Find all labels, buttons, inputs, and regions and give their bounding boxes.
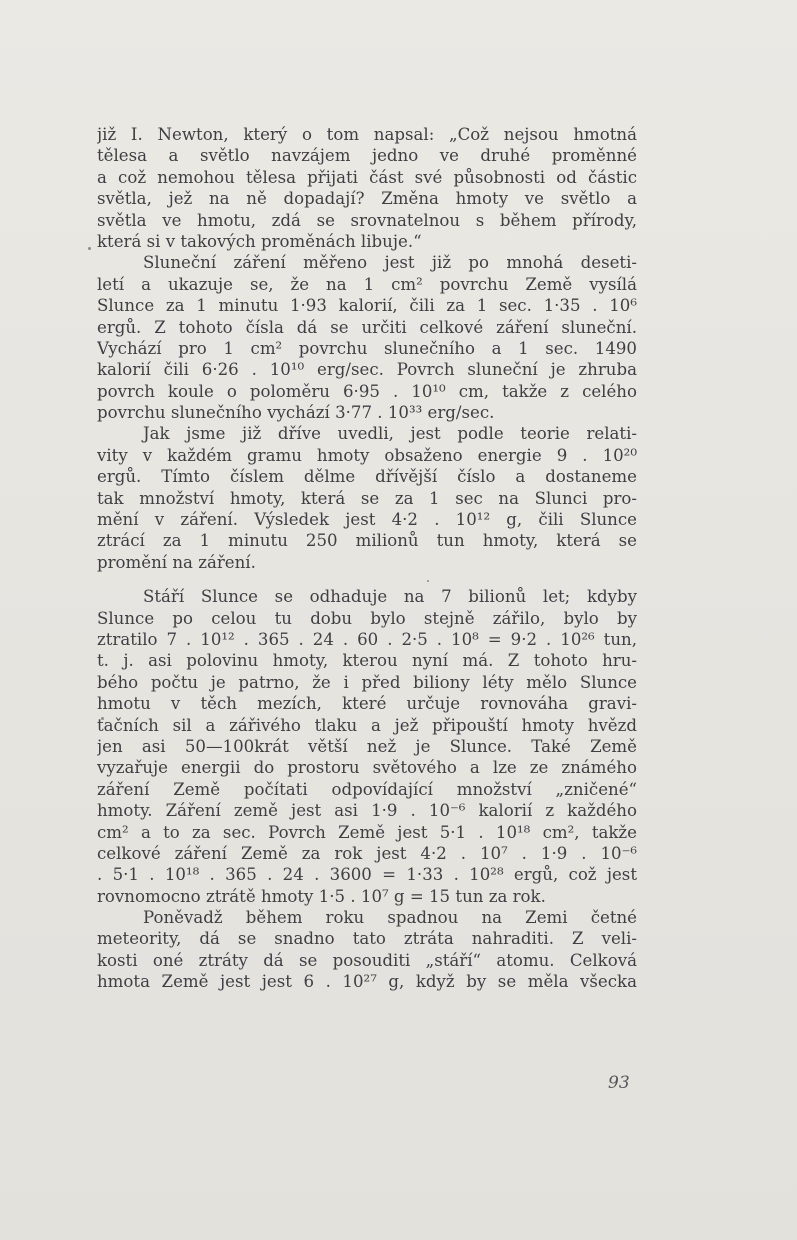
text-line: . 5·1 . 10¹⁸ . 365 . 24 . 3600 = 1·33 . 10²⁸ ergů, což jest xyxy=(97,865,637,885)
text-line: Stáří Slunce se odhaduje na 7 bilionů let; kdyby xyxy=(143,587,637,607)
text-line: vity v každém gramu hmoty obsaženo energie 9 . 10²⁰ xyxy=(97,445,637,465)
text-line: záření Země počítati odpovídající množství „zničené“ xyxy=(97,779,637,799)
text-line: a což nemohou tělesa přijati část své působnosti od částic xyxy=(97,167,637,187)
text-line: Vychází pro 1 cm² povrchu slunečního a 1 sec. 1490 xyxy=(97,338,637,358)
text-line: ergů. Tímto číslem dělme dřívější číslo a dostaneme xyxy=(97,467,637,487)
text-line: promění na záření. xyxy=(97,552,256,572)
text-line: hmoty. Záření země jest asi 1·9 . 10⁻⁶ kalorií z každého xyxy=(97,801,637,821)
page-number: 93 xyxy=(608,1073,630,1093)
text-line: jen asi 50—100krát větší než je Slunce. Také Země xyxy=(97,736,637,756)
text-line: hmotu v těch mezích, které určuje rovnováha gravi- xyxy=(97,694,637,714)
text-line: již I. Newton, který o tom napsal: „Což nejsou hmotná xyxy=(97,125,637,144)
text-line: Slunce po celou tu dobu bylo stejně zářilo, bylo by xyxy=(97,608,637,628)
text-line: hmota Země jest jest 6 . 10²⁷ g, když by se měla všecka xyxy=(97,972,637,992)
text-line: kalorií čili 6·26 . 10¹⁰ erg/sec. Povrch sluneční je zhruba xyxy=(97,360,637,380)
text-line: tak množství hmoty, která se za 1 sec na Slunci pro- xyxy=(97,488,637,508)
text-line: Sluneční záření měřeno jest již po mnohá deseti- xyxy=(143,253,637,273)
text-line: t. j. asi polovinu hmoty, kterou nyní má. Z tohoto hru- xyxy=(97,651,637,671)
text-line: bého počtu je patrno, že i před biliony léty mělo Slunce xyxy=(97,672,637,692)
text-line: povrch koule o poloměru 6·95 . 10¹⁰ cm, takže z celého xyxy=(97,381,637,401)
text-line: povrchu slunečního vychází 3·77 . 10³³ erg/sec. xyxy=(97,403,495,423)
text-line: ztrácí za 1 minutu 250 milionů tun hmoty, která se xyxy=(97,531,637,551)
text-line: letí a ukazuje se, že na 1 cm² povrchu Země vysílá xyxy=(97,274,637,294)
text-line: ergů. Z tohoto čísla dá se určiti celkové záření sluneční. xyxy=(97,317,637,337)
text-line: vyzařuje energii do prostoru světového a lze ze známého xyxy=(97,758,637,778)
text-line: mění v záření. Výsledek jest 4·2 . 10¹² g, čili Slunce xyxy=(97,510,637,530)
text-line: tačních sil a zářivého tlaku a jež připouští hmoty hvězd xyxy=(97,715,637,735)
text-line: Slunce za 1 minutu 1·93 kalorií, čili za 1 sec. 1·35 . 10⁶ xyxy=(97,296,637,316)
text-line: cm² a to za sec. Povrch Země jest 5·1 . 10¹⁸ cm², takže xyxy=(97,822,637,842)
text-line: světla ve hmotu, zdá se srovnatelnou s během přírody, xyxy=(97,210,637,230)
text-line: kosti oné ztráty dá se posouditi „stáří“ atomu. Celková xyxy=(97,950,637,970)
text-line: celkové záření Země za rok jest 4·2 . 10⁷ . 1·9 . 10⁻⁶ xyxy=(97,843,637,863)
text-line: která si v takových proměnách libuje.“ xyxy=(97,231,422,251)
paper-speck xyxy=(88,247,91,250)
text-line: Jak jsme již dříve uvedli, jest podle teorie relati- xyxy=(143,424,637,444)
text-line: Poněvadž během roku spadnou na Zemi četné xyxy=(143,908,637,928)
text-line: světla, jež na ně dopadají? Změna hmoty ve světlo a xyxy=(97,189,637,209)
text-line: rovnomocno ztrátě hmoty 1·5 . 10⁷ g = 15 tun za rok. xyxy=(97,886,546,906)
body-text xyxy=(97,124,637,993)
text-line: meteority, dá se snadno tato ztráta nahraditi. Z veli- xyxy=(97,929,637,949)
text-line: tělesa a světlo navzájem jedno ve druhé proměnné xyxy=(97,146,637,166)
text-line: ztratilo 7 . 10¹² . 365 . 24 . 60 . 2·5 . 10⁸ = 9·2 . 10²⁶ tun, xyxy=(97,629,637,649)
